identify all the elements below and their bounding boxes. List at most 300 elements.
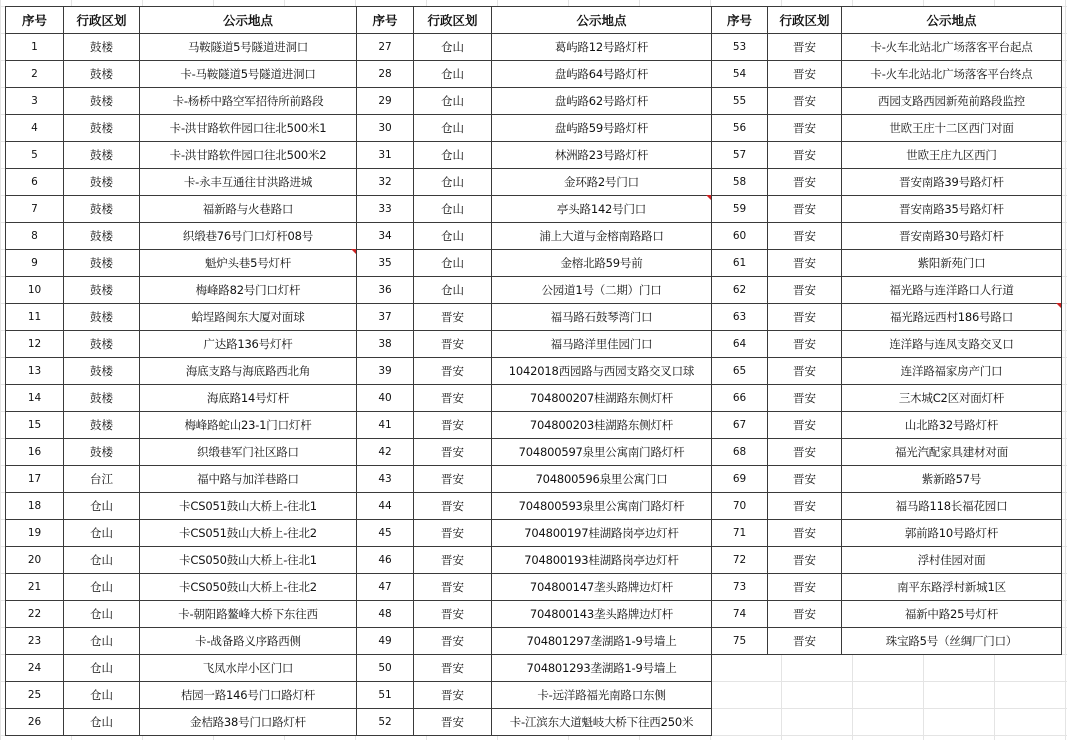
location-cell[interactable]: 704800147垄头路牌边灯杆 [492,574,712,601]
district-cell[interactable]: 仓山 [414,196,492,223]
location-cell[interactable]: 卡CS050鼓山大桥上-往北1 [140,547,357,574]
district-cell[interactable]: 晋安 [768,439,842,466]
location-cell[interactable]: 蛤埕路闽东大厦对面球 [140,304,357,331]
seq-cell[interactable]: 3 [6,88,64,115]
table-row [6,277,357,304]
seq-cell[interactable]: 10 [6,277,64,304]
table-row [357,88,712,115]
district-cell[interactable]: 鼓楼 [64,142,140,169]
district-cell[interactable]: 鼓楼 [64,88,140,115]
seq-cell[interactable]: 14 [6,385,64,412]
seq-cell[interactable]: 75 [712,628,768,655]
seq-cell[interactable]: 40 [357,385,414,412]
location-cell[interactable]: 福光路与连洋路口人行道 [842,277,1062,304]
location-cell[interactable]: 福光路远西村186号路口 [842,304,1062,331]
district-cell[interactable]: 晋安 [768,196,842,223]
location-cell[interactable]: 福光汽配家具建材对面 [842,439,1062,466]
location-cell[interactable]: 704800193桂湖路岗亭边灯杆 [492,547,712,574]
location-cell[interactable]: 卡-朝阳路鳌峰大桥下东往西 [140,601,357,628]
location-cell[interactable]: 盘屿路64号路灯杆 [492,61,712,88]
location-cell[interactable]: 卡CS050鼓山大桥上-往北2 [140,574,357,601]
district-cell[interactable]: 晋安 [414,655,492,682]
table-row [357,34,712,61]
table-row [357,250,712,277]
district-cell[interactable]: 晋安 [768,385,842,412]
location-cell[interactable]: 金环路2号门口 [492,169,712,196]
seq-cell[interactable]: 23 [6,628,64,655]
seq-cell[interactable]: 57 [712,142,768,169]
seq-cell[interactable]: 39 [357,358,414,385]
header-seq[interactable]: 序号 [6,7,64,34]
location-cell[interactable]: 连洋路福家房产门口 [842,358,1062,385]
table-row [357,709,712,736]
table-row [712,574,1062,601]
location-cell[interactable]: 704801297垄湖路1-9号墙上 [492,628,712,655]
location-cell[interactable]: 1042018西园路与西园支路交叉口球 [492,358,712,385]
district-cell[interactable]: 仓山 [64,682,140,709]
header-seq[interactable]: 序号 [357,7,414,34]
table-row [6,547,357,574]
district-cell[interactable]: 仓山 [414,88,492,115]
seq-cell[interactable]: 22 [6,601,64,628]
district-cell[interactable]: 晋安 [768,412,842,439]
table-row [712,547,1062,574]
district-cell[interactable]: 鼓楼 [64,196,140,223]
seq-cell[interactable]: 9 [6,250,64,277]
seq-cell[interactable]: 59 [712,196,768,223]
table-row [357,493,712,520]
seq-cell[interactable]: 27 [357,34,414,61]
location-cell[interactable]: 704800203桂湖路东侧灯杆 [492,412,712,439]
district-cell[interactable]: 晋安 [768,493,842,520]
location-cell[interactable]: 卡-火车北站北广场落客平台终点 [842,61,1062,88]
district-cell[interactable]: 晋安 [768,250,842,277]
seq-cell[interactable]: 11 [6,304,64,331]
district-cell[interactable]: 仓山 [64,574,140,601]
seq-cell[interactable]: 17 [6,466,64,493]
district-cell[interactable]: 晋安 [768,331,842,358]
table-row [6,196,357,223]
location-cell[interactable]: 卡-远洋路福光南路口东侧 [492,682,712,709]
seq-cell[interactable]: 52 [357,709,414,736]
location-cell[interactable]: 紫阳新苑门口 [842,250,1062,277]
seq-cell[interactable]: 21 [6,574,64,601]
table-row [357,628,712,655]
seq-cell[interactable]: 72 [712,547,768,574]
location-cell[interactable]: 福新路与火巷路口 [140,196,357,223]
district-cell[interactable]: 晋安 [414,466,492,493]
seq-cell[interactable]: 68 [712,439,768,466]
location-cell[interactable]: 卡CS051鼓山大桥上-往北2 [140,520,357,547]
comment-indicator[interactable] [351,249,356,254]
table-row [712,358,1062,385]
location-cell[interactable]: 盘屿路59号路灯杆 [492,115,712,142]
table-row [357,169,712,196]
table-row [6,439,357,466]
district-cell[interactable]: 仓山 [64,628,140,655]
district-cell[interactable]: 仓山 [64,493,140,520]
table-row [6,601,357,628]
header-district[interactable]: 行政区划 [768,7,842,34]
table-row [712,277,1062,304]
seq-cell[interactable]: 29 [357,88,414,115]
location-cell[interactable]: 704800597泉里公寓南门路灯杆 [492,439,712,466]
seq-cell[interactable]: 24 [6,655,64,682]
location-cell[interactable]: 海底路14号灯杆 [140,385,357,412]
district-cell[interactable]: 仓山 [414,169,492,196]
district-cell[interactable]: 晋安 [768,277,842,304]
seq-cell[interactable]: 38 [357,331,414,358]
district-cell[interactable]: 鼓楼 [64,385,140,412]
location-cell[interactable]: 山北路32号路灯杆 [842,412,1062,439]
table-row [712,439,1062,466]
location-cell[interactable]: 世欧王庄十二区西门对面 [842,115,1062,142]
location-cell[interactable]: 紫新路57号 [842,466,1062,493]
table-row [6,682,357,709]
seq-cell[interactable]: 1 [6,34,64,61]
district-cell[interactable]: 鼓楼 [64,412,140,439]
seq-cell[interactable]: 69 [712,466,768,493]
location-cell[interactable]: 桔园一路146号门口路灯杆 [140,682,357,709]
district-cell[interactable]: 鼓楼 [64,331,140,358]
seq-cell[interactable]: 6 [6,169,64,196]
district-cell[interactable]: 仓山 [414,223,492,250]
district-cell[interactable]: 晋安 [414,547,492,574]
seq-cell[interactable]: 36 [357,277,414,304]
table-row [712,304,1062,331]
location-cell[interactable]: 福马路石鼓琴湾门口 [492,304,712,331]
header-location[interactable]: 公示地点 [842,7,1062,34]
district-cell[interactable]: 仓山 [64,709,140,736]
district-cell[interactable]: 仓山 [64,601,140,628]
table-row [357,466,712,493]
table-row [357,115,712,142]
district-cell[interactable]: 晋安 [768,34,842,61]
district-cell[interactable]: 鼓楼 [64,250,140,277]
location-cell[interactable]: 福马路118长福花园口 [842,493,1062,520]
location-cell[interactable]: 魁炉头巷5号灯杆 [140,250,357,277]
district-cell[interactable]: 仓山 [414,142,492,169]
seq-cell[interactable]: 33 [357,196,414,223]
district-cell[interactable]: 仓山 [414,61,492,88]
location-cell[interactable]: 葛屿路12号路灯杆 [492,34,712,61]
location-cell[interactable]: 704800596泉里公寓门口 [492,466,712,493]
district-cell[interactable]: 晋安 [414,439,492,466]
header-row [6,7,357,34]
location-cell[interactable]: 704800593泉里公寓南门路灯杆 [492,493,712,520]
table-block-3 [711,6,1062,655]
table-row [357,412,712,439]
location-cell[interactable]: 福新中路25号灯杆 [842,601,1062,628]
seq-cell[interactable]: 51 [357,682,414,709]
district-cell[interactable]: 仓山 [414,277,492,304]
table-row [6,142,357,169]
location-cell[interactable]: 704800207桂湖路东侧灯杆 [492,385,712,412]
district-cell[interactable]: 晋安 [768,547,842,574]
table-row [357,223,712,250]
table-row [712,34,1062,61]
table-row [6,385,357,412]
district-cell[interactable]: 鼓楼 [64,34,140,61]
location-cell[interactable]: 704801293垄湖路1-9号墙上 [492,655,712,682]
location-cell[interactable]: 郭前路10号路灯杆 [842,520,1062,547]
district-cell[interactable]: 仓山 [414,250,492,277]
table-row [712,331,1062,358]
location-cell[interactable]: 卡CS051鼓山大桥上-往北1 [140,493,357,520]
table-row [712,628,1062,655]
table-row [357,682,712,709]
seq-cell[interactable]: 58 [712,169,768,196]
district-cell[interactable]: 晋安 [414,682,492,709]
location-cell[interactable]: 飞凤水岸小区门口 [140,655,357,682]
district-cell[interactable]: 晋安 [414,331,492,358]
district-cell[interactable]: 鼓楼 [64,169,140,196]
location-cell[interactable]: 南平东路浮村新城1区 [842,574,1062,601]
seq-cell[interactable]: 50 [357,655,414,682]
district-cell[interactable]: 仓山 [64,520,140,547]
location-cell[interactable]: 晋安南路30号路灯杆 [842,223,1062,250]
table-row [357,358,712,385]
district-cell[interactable]: 仓山 [414,34,492,61]
location-cell[interactable]: 704800143垄头路牌边灯杆 [492,601,712,628]
table-row [6,331,357,358]
district-cell[interactable]: 晋安 [768,628,842,655]
table-row [712,466,1062,493]
seq-cell[interactable]: 62 [712,277,768,304]
location-cell[interactable]: 广达路136号灯杆 [140,331,357,358]
seq-cell[interactable]: 4 [6,115,64,142]
seq-cell[interactable]: 42 [357,439,414,466]
seq-cell[interactable]: 30 [357,115,414,142]
seq-cell[interactable]: 63 [712,304,768,331]
header-seq[interactable]: 序号 [712,7,768,34]
header-location[interactable]: 公示地点 [140,7,357,34]
district-cell[interactable]: 晋安 [768,520,842,547]
seq-cell[interactable]: 74 [712,601,768,628]
seq-cell[interactable]: 15 [6,412,64,439]
seq-cell[interactable]: 70 [712,493,768,520]
district-cell[interactable]: 仓山 [64,547,140,574]
location-cell[interactable]: 盘屿路62号路灯杆 [492,88,712,115]
district-cell[interactable]: 晋安 [414,385,492,412]
location-cell[interactable]: 织缎巷军门社区路口 [140,439,357,466]
seq-cell[interactable]: 49 [357,628,414,655]
seq-cell[interactable]: 65 [712,358,768,385]
district-cell[interactable]: 晋安 [414,601,492,628]
seq-cell[interactable]: 25 [6,682,64,709]
table-block-2 [356,6,712,736]
table-row [6,709,357,736]
seq-cell[interactable]: 34 [357,223,414,250]
seq-cell[interactable]: 53 [712,34,768,61]
district-cell[interactable]: 晋安 [414,493,492,520]
district-cell[interactable]: 鼓楼 [64,277,140,304]
header-row [357,7,712,34]
district-cell[interactable]: 晋安 [414,304,492,331]
table-row [6,655,357,682]
table-row [357,439,712,466]
location-cell[interactable]: 连洋路与连凤支路交叉口 [842,331,1062,358]
district-cell[interactable]: 晋安 [768,466,842,493]
district-cell[interactable]: 晋安 [414,709,492,736]
seq-cell[interactable]: 12 [6,331,64,358]
location-cell[interactable]: 马鞍隧道5号隧道进洞口 [140,34,357,61]
seq-cell[interactable]: 46 [357,547,414,574]
district-cell[interactable]: 晋安 [414,412,492,439]
location-cell[interactable]: 晋安南路39号路灯杆 [842,169,1062,196]
seq-cell[interactable]: 48 [357,601,414,628]
table-row [357,304,712,331]
table-row [6,358,357,385]
seq-cell[interactable]: 37 [357,304,414,331]
table-row [357,61,712,88]
location-cell[interactable]: 林洲路23号路灯杆 [492,142,712,169]
district-cell[interactable]: 鼓楼 [64,223,140,250]
location-cell[interactable]: 福马路洋里佳园门口 [492,331,712,358]
district-cell[interactable]: 晋安 [768,574,842,601]
location-cell[interactable]: 金桔路38号门口路灯杆 [140,709,357,736]
seq-cell[interactable]: 66 [712,385,768,412]
table-row [357,385,712,412]
header-district[interactable]: 行政区划 [414,7,492,34]
seq-cell[interactable]: 16 [6,439,64,466]
seq-cell[interactable]: 60 [712,223,768,250]
location-cell[interactable]: 福中路与加洋巷路口 [140,466,357,493]
location-cell[interactable]: 海底支路与海底路西北角 [140,358,357,385]
table-row [357,196,712,223]
location-cell[interactable]: 卡-洪甘路软件园口往北500米2 [140,142,357,169]
table-row [712,88,1062,115]
table-row [712,412,1062,439]
location-cell[interactable]: 卡-马鞍隧道5号隧道进洞口 [140,61,357,88]
location-cell[interactable]: 公园道1号（二期）门口 [492,277,712,304]
seq-cell[interactable]: 71 [712,520,768,547]
seq-cell[interactable]: 31 [357,142,414,169]
table-row [357,574,712,601]
seq-cell[interactable]: 44 [357,493,414,520]
district-cell[interactable]: 晋安 [768,88,842,115]
district-cell[interactable]: 晋安 [768,601,842,628]
table-row [357,277,712,304]
seq-cell[interactable]: 32 [357,169,414,196]
header-district[interactable]: 行政区划 [64,7,140,34]
seq-cell[interactable]: 61 [712,250,768,277]
seq-cell[interactable]: 56 [712,115,768,142]
location-cell[interactable]: 浦上大道与金榕南路路口 [492,223,712,250]
seq-cell[interactable]: 26 [6,709,64,736]
district-cell[interactable]: 鼓楼 [64,439,140,466]
district-cell[interactable]: 鼓楼 [64,115,140,142]
seq-cell[interactable]: 19 [6,520,64,547]
district-cell[interactable]: 台江 [64,466,140,493]
district-cell[interactable]: 鼓楼 [64,61,140,88]
location-cell[interactable]: 卡-火车北站北广场落客平台起点 [842,34,1062,61]
location-cell[interactable]: 晋安南路35号路灯杆 [842,196,1062,223]
table-row [6,115,357,142]
district-cell[interactable]: 晋安 [768,169,842,196]
location-cell[interactable]: 卡-洪甘路软件园口往北500米1 [140,115,357,142]
location-cell[interactable]: 梅峰路蛇山23-1门口灯杆 [140,412,357,439]
table-row [712,61,1062,88]
location-cell[interactable]: 西园支路西园新苑前路段监控 [842,88,1062,115]
district-cell[interactable]: 晋安 [414,628,492,655]
seq-cell[interactable]: 13 [6,358,64,385]
seq-cell[interactable]: 73 [712,574,768,601]
seq-cell[interactable]: 54 [712,61,768,88]
district-cell[interactable]: 仓山 [414,115,492,142]
district-cell[interactable]: 晋安 [768,223,842,250]
district-cell[interactable]: 鼓楼 [64,358,140,385]
district-cell[interactable]: 晋安 [414,520,492,547]
table-row [357,655,712,682]
district-cell[interactable]: 晋安 [768,115,842,142]
table-row [6,304,357,331]
header-location[interactable]: 公示地点 [492,7,712,34]
table-row [712,601,1062,628]
location-cell[interactable]: 三木城C2区对面灯杆 [842,385,1062,412]
table-row [6,412,357,439]
table-row [6,34,357,61]
location-cell[interactable]: 金榕北路59号前 [492,250,712,277]
district-cell[interactable]: 鼓楼 [64,304,140,331]
seq-cell[interactable]: 28 [357,61,414,88]
table-row [712,196,1062,223]
seq-cell[interactable]: 43 [357,466,414,493]
location-cell[interactable]: 珠宝路5号（丝绸厂门口） [842,628,1062,655]
location-cell[interactable]: 卡-杨桥中路空军招待所前路段 [140,88,357,115]
location-cell[interactable]: 卡-战备路义序路西侧 [140,628,357,655]
location-cell[interactable]: 梅峰路82号门口灯杆 [140,277,357,304]
location-cell[interactable]: 卡-江滨东大道魁岐大桥下往西250米 [492,709,712,736]
district-cell[interactable]: 晋安 [768,304,842,331]
location-cell[interactable]: 704800197桂湖路岗亭边灯杆 [492,520,712,547]
table-row [712,250,1062,277]
seq-cell[interactable]: 20 [6,547,64,574]
district-cell[interactable]: 晋安 [768,358,842,385]
comment-indicator[interactable] [706,195,711,200]
district-cell[interactable]: 晋安 [414,574,492,601]
seq-cell[interactable]: 8 [6,223,64,250]
location-cell[interactable]: 世欧王庄九区西门 [842,142,1062,169]
table-row [357,547,712,574]
seq-cell[interactable]: 41 [357,412,414,439]
district-cell[interactable]: 晋安 [414,358,492,385]
seq-cell[interactable]: 67 [712,412,768,439]
seq-cell[interactable]: 47 [357,574,414,601]
district-cell[interactable]: 晋安 [768,142,842,169]
seq-cell[interactable]: 7 [6,196,64,223]
table-row [6,493,357,520]
location-cell[interactable]: 卡-永丰互通往甘洪路进城 [140,169,357,196]
district-cell[interactable]: 仓山 [64,655,140,682]
seq-cell[interactable]: 45 [357,520,414,547]
seq-cell[interactable]: 55 [712,88,768,115]
seq-cell[interactable]: 2 [6,61,64,88]
table-row [357,520,712,547]
location-cell[interactable]: 浮村佳园对面 [842,547,1062,574]
seq-cell[interactable]: 64 [712,331,768,358]
location-cell[interactable]: 亭头路142号门口 [492,196,712,223]
seq-cell[interactable]: 18 [6,493,64,520]
table-row [6,520,357,547]
comment-indicator[interactable] [1056,303,1061,308]
seq-cell[interactable]: 35 [357,250,414,277]
seq-cell[interactable]: 5 [6,142,64,169]
table-row [6,466,357,493]
district-cell[interactable]: 晋安 [768,61,842,88]
table-row [6,88,357,115]
location-cell[interactable]: 织缎巷76号门口灯杆08号 [140,223,357,250]
